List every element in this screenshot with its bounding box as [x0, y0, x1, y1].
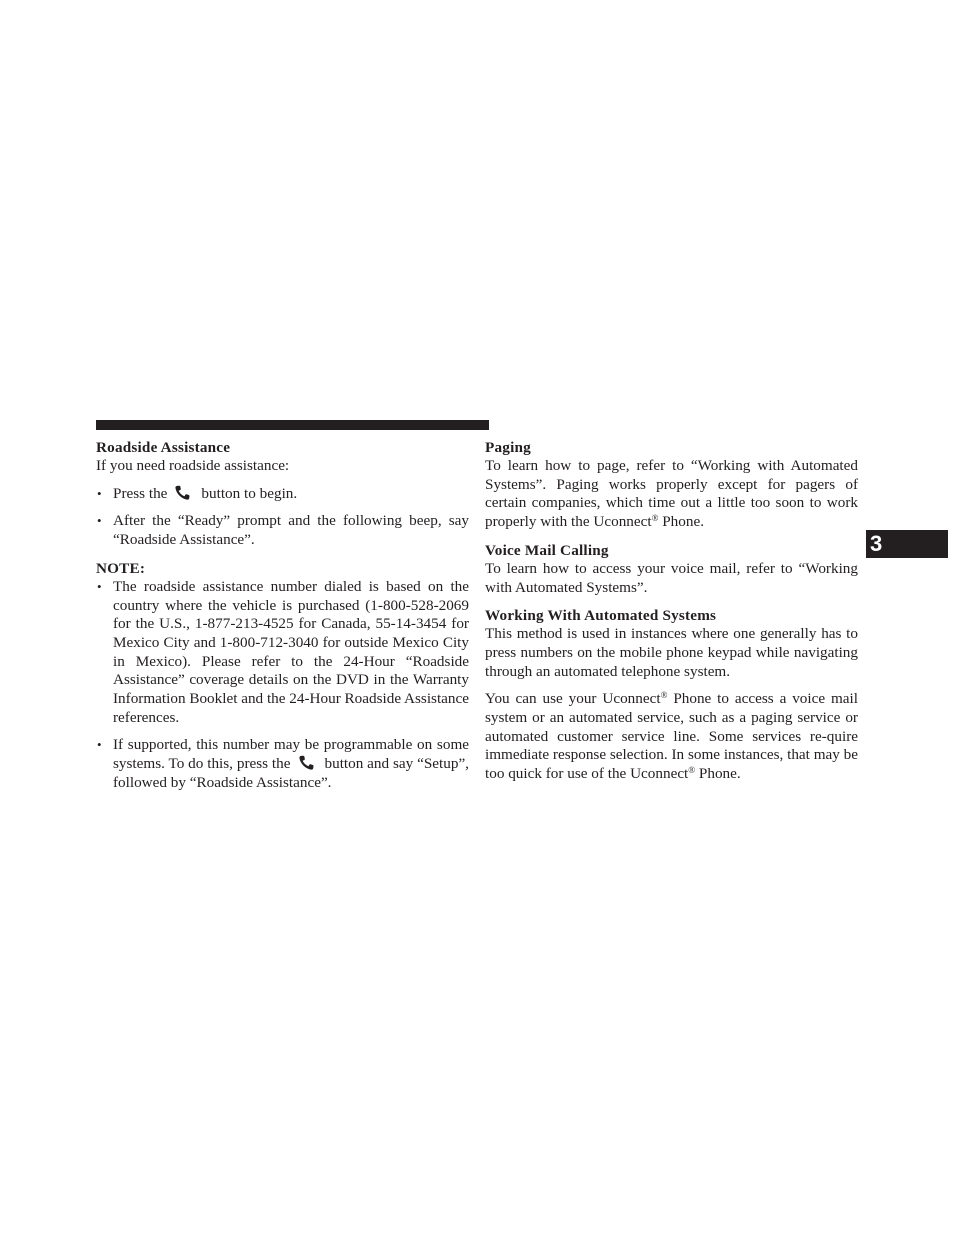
note-label: NOTE: [96, 559, 146, 577]
paging-heading: Paging [485, 439, 531, 456]
chapter-tab [866, 530, 948, 558]
voicemail-text: To learn how to access your voice mail, refer to “Working with Automated Systems”. [485, 559, 858, 596]
roadside-steps [96, 485, 469, 550]
paging-text: To learn how to page, refer to “Working with Automated Systems”. Paging works properly except for pagers of certain companies, which time out a little too soon to work properly with the Uconnect® Phone. [485, 457, 858, 531]
note-programmable: • If supported, this number may be programmable on some systems. To do this, press the button and say “Setup”, followed by “Roadside Assistance”. [96, 736, 469, 792]
phone-handset-icon [297, 755, 319, 770]
automated-heading: Working With Automated Systems [485, 607, 717, 625]
chapter-number: 3 [870, 531, 883, 556]
note-number-info: • The roadside assistance number dialed is based on the country where the vehicle is purchased (1-800-528-2069 for the U.S., 1-877-213-4525 for Canada, 55-14-3454 for Mexico City and 1-800-712-3040 for outside Mexico City in Mexico). Please refer to the 24-Hour “Roadside Assistance” coverage details on the DVD in the Warranty Information Booklet and the 24-Hour Roadside Assistance references. [96, 578, 469, 728]
roadside-heading: Roadside Assistance [96, 439, 231, 456]
note-list [96, 578, 469, 793]
left-column [96, 438, 469, 793]
section-rule [96, 420, 489, 430]
roadside-intro: If you need roadside assistance: [96, 457, 290, 474]
step-press-button: • Press the button to begin. [96, 485, 469, 504]
phone-handset-icon [173, 485, 195, 500]
uconnect-text: You can use your Uconnect® Phone to access a voice mail system or an automated service, such as a paging service or automated customer service line. Some services re-quire immediate response selection. In some instances, that may be too quick for use of the Uconnect® Phone. [485, 690, 858, 783]
automated-text: This method is used in instances where one generally has to press numbers on the mobile phone keypad while navigating through an automated telephone system. [485, 625, 858, 680]
right-column [485, 438, 858, 784]
voicemail-heading: Voice Mail Calling [485, 541, 609, 559]
step-ready-prompt: • After the “Ready” prompt and the following beep, say “Roadside Assistance”. [96, 512, 469, 549]
